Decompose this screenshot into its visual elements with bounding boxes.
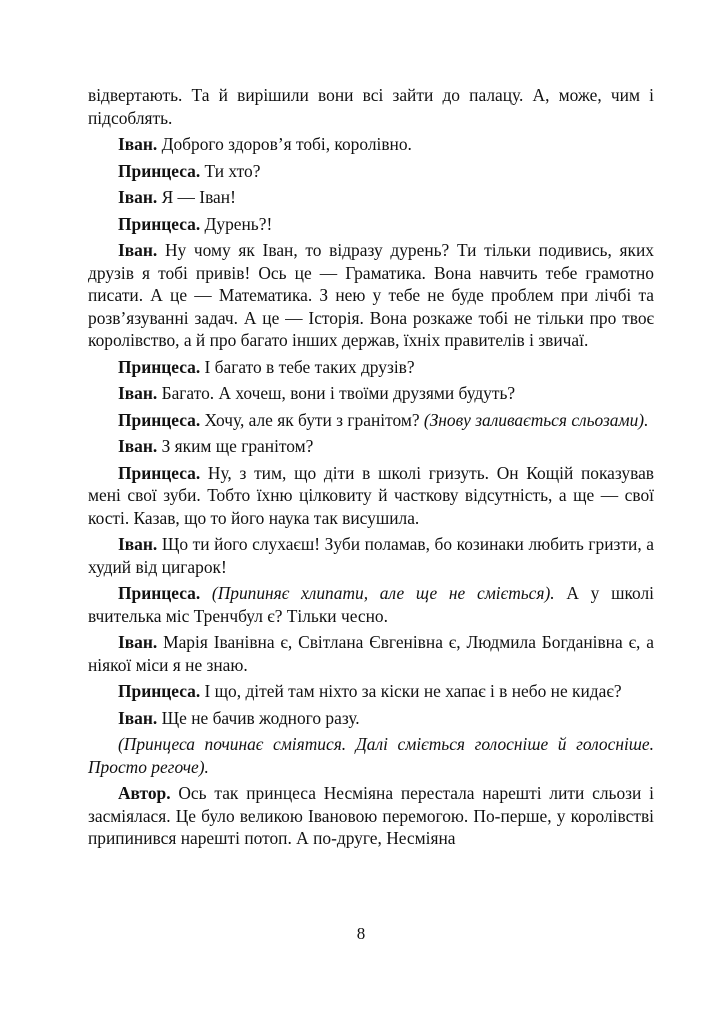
speaker-name: Принцеса.: [118, 583, 201, 603]
stage-direction: (Знову заливається сльозами).: [423, 409, 649, 430]
dialogue-line: [88, 533, 654, 578]
dialogue-text: Хочу, але як бути з гранітом?: [204, 409, 420, 430]
speaker-name: Іван.: [118, 134, 158, 154]
dialogue-text: Марія Іванівна є, Світлана Євгенівна є, Людмила Богданівна є, а ніякої міси я не знаю.: [88, 632, 654, 675]
speaker-name: Іван.: [118, 707, 158, 728]
speaker-name: Принцеса.: [118, 213, 201, 234]
dialogue-line: [88, 707, 654, 730]
paragraph-continuation: [88, 84, 654, 129]
dialogue-text: І що, дітей там ніхто за кіски не хапає і в небо не кидає?: [204, 681, 622, 701]
dialogue-text: Ще не бачив жодного разу.: [161, 707, 360, 728]
dialogue-line: [88, 160, 654, 183]
paragraph-text: відвертають. Та й вирішили вони всі зайти до палацу. А, може, чим і підсоблять.: [88, 85, 654, 128]
dialogue-text: Ну, з тим, що діти в школі гризуть. Он Кощій показував мені свої зуби. Тобто їхню цілковиту й часткову відсутність, а ще — свої кості. Казав, що то його наука так висушила.: [88, 462, 654, 528]
dialogue-text: Доброго здоров’я тобі, королівно.: [161, 134, 412, 154]
dialogue-text: Багато. А хочеш, вони і твоїми друзями будуть?: [161, 383, 516, 403]
speaker-name: Принцеса.: [118, 462, 201, 483]
dialogue-line: [88, 680, 654, 703]
stage-direction: (Принцеса починає сміятися. Далі сміється голосніше й голосніше. Просто регоче).: [88, 734, 654, 777]
dialogue-line: [88, 462, 654, 530]
dialogue-line: [88, 213, 654, 236]
page-number: 8: [356, 924, 366, 943]
speaker-name: Принцеса.: [118, 681, 201, 701]
speaker-name: Принцеса.: [118, 356, 201, 377]
speaker-name: Іван.: [118, 240, 158, 260]
speaker-name: Іван.: [118, 534, 158, 554]
dialogue-text: І багато в тебе таких друзів?: [204, 356, 415, 377]
dialogue-line: [88, 435, 654, 458]
dialogue-text: Ну чому як Іван, то відразу дурень? Ти тільки подивись, яких друзів я тобі привів! Ось це — Граматика. Вона навчить тебе грамотно писати. А це — Математика. З нею у тебе не буде проблем при лічбі та розв’язуванні задач. А це — Історія. Вона розкаже тобі не тільки про твоє королівство, а й про багато інших держав, їхніх правителів і звичаї.: [88, 240, 654, 350]
dialogue-line: [88, 133, 654, 156]
speaker-name: Іван.: [118, 187, 158, 207]
speaker-name: Іван.: [118, 436, 158, 456]
dialogue-text: З яким ще гранітом?: [161, 436, 314, 456]
stage-direction-paragraph: [88, 733, 654, 778]
dialogue-text: Дурень?!: [204, 213, 273, 234]
speaker-name: Автор.: [118, 783, 171, 803]
dialogue-line: [88, 186, 654, 209]
speaker-name: Принцеса.: [118, 409, 201, 430]
dialogue-line: [88, 582, 654, 627]
page-text: [88, 84, 654, 854]
dialogue-text: Що ти його слухаєш! Зуби поламав, бо козинаки любить гризти, а худий від цигарок!: [88, 534, 654, 577]
dialogue-text: А у школі вчителька міс Тренчбул є? Тільки чесно.: [88, 583, 655, 626]
dialogue-text: Ти хто?: [204, 160, 261, 181]
speaker-name: Іван.: [118, 632, 158, 652]
dialogue-line: [88, 239, 654, 352]
stage-direction: (Припиняє хлипати, але ще не сміється).: [211, 583, 555, 603]
dialogue-text: Ось так принцеса Несміяна перестала нарешті лити сльози і засміялася. Це було великою Івановою перемогою. По-перше, у королівстві припинився нарешті потоп. А по-друге, Несміяна: [88, 783, 654, 848]
dialogue-line: [88, 382, 654, 405]
dialogue-line: [88, 409, 654, 432]
speaker-name: Принцеса.: [118, 160, 201, 181]
dialogue-line: [88, 782, 654, 850]
speaker-name: Іван.: [118, 383, 158, 403]
dialogue-line: [88, 631, 654, 676]
dialogue-line: [88, 356, 654, 379]
dialogue-text: Я — Іван!: [161, 187, 236, 207]
